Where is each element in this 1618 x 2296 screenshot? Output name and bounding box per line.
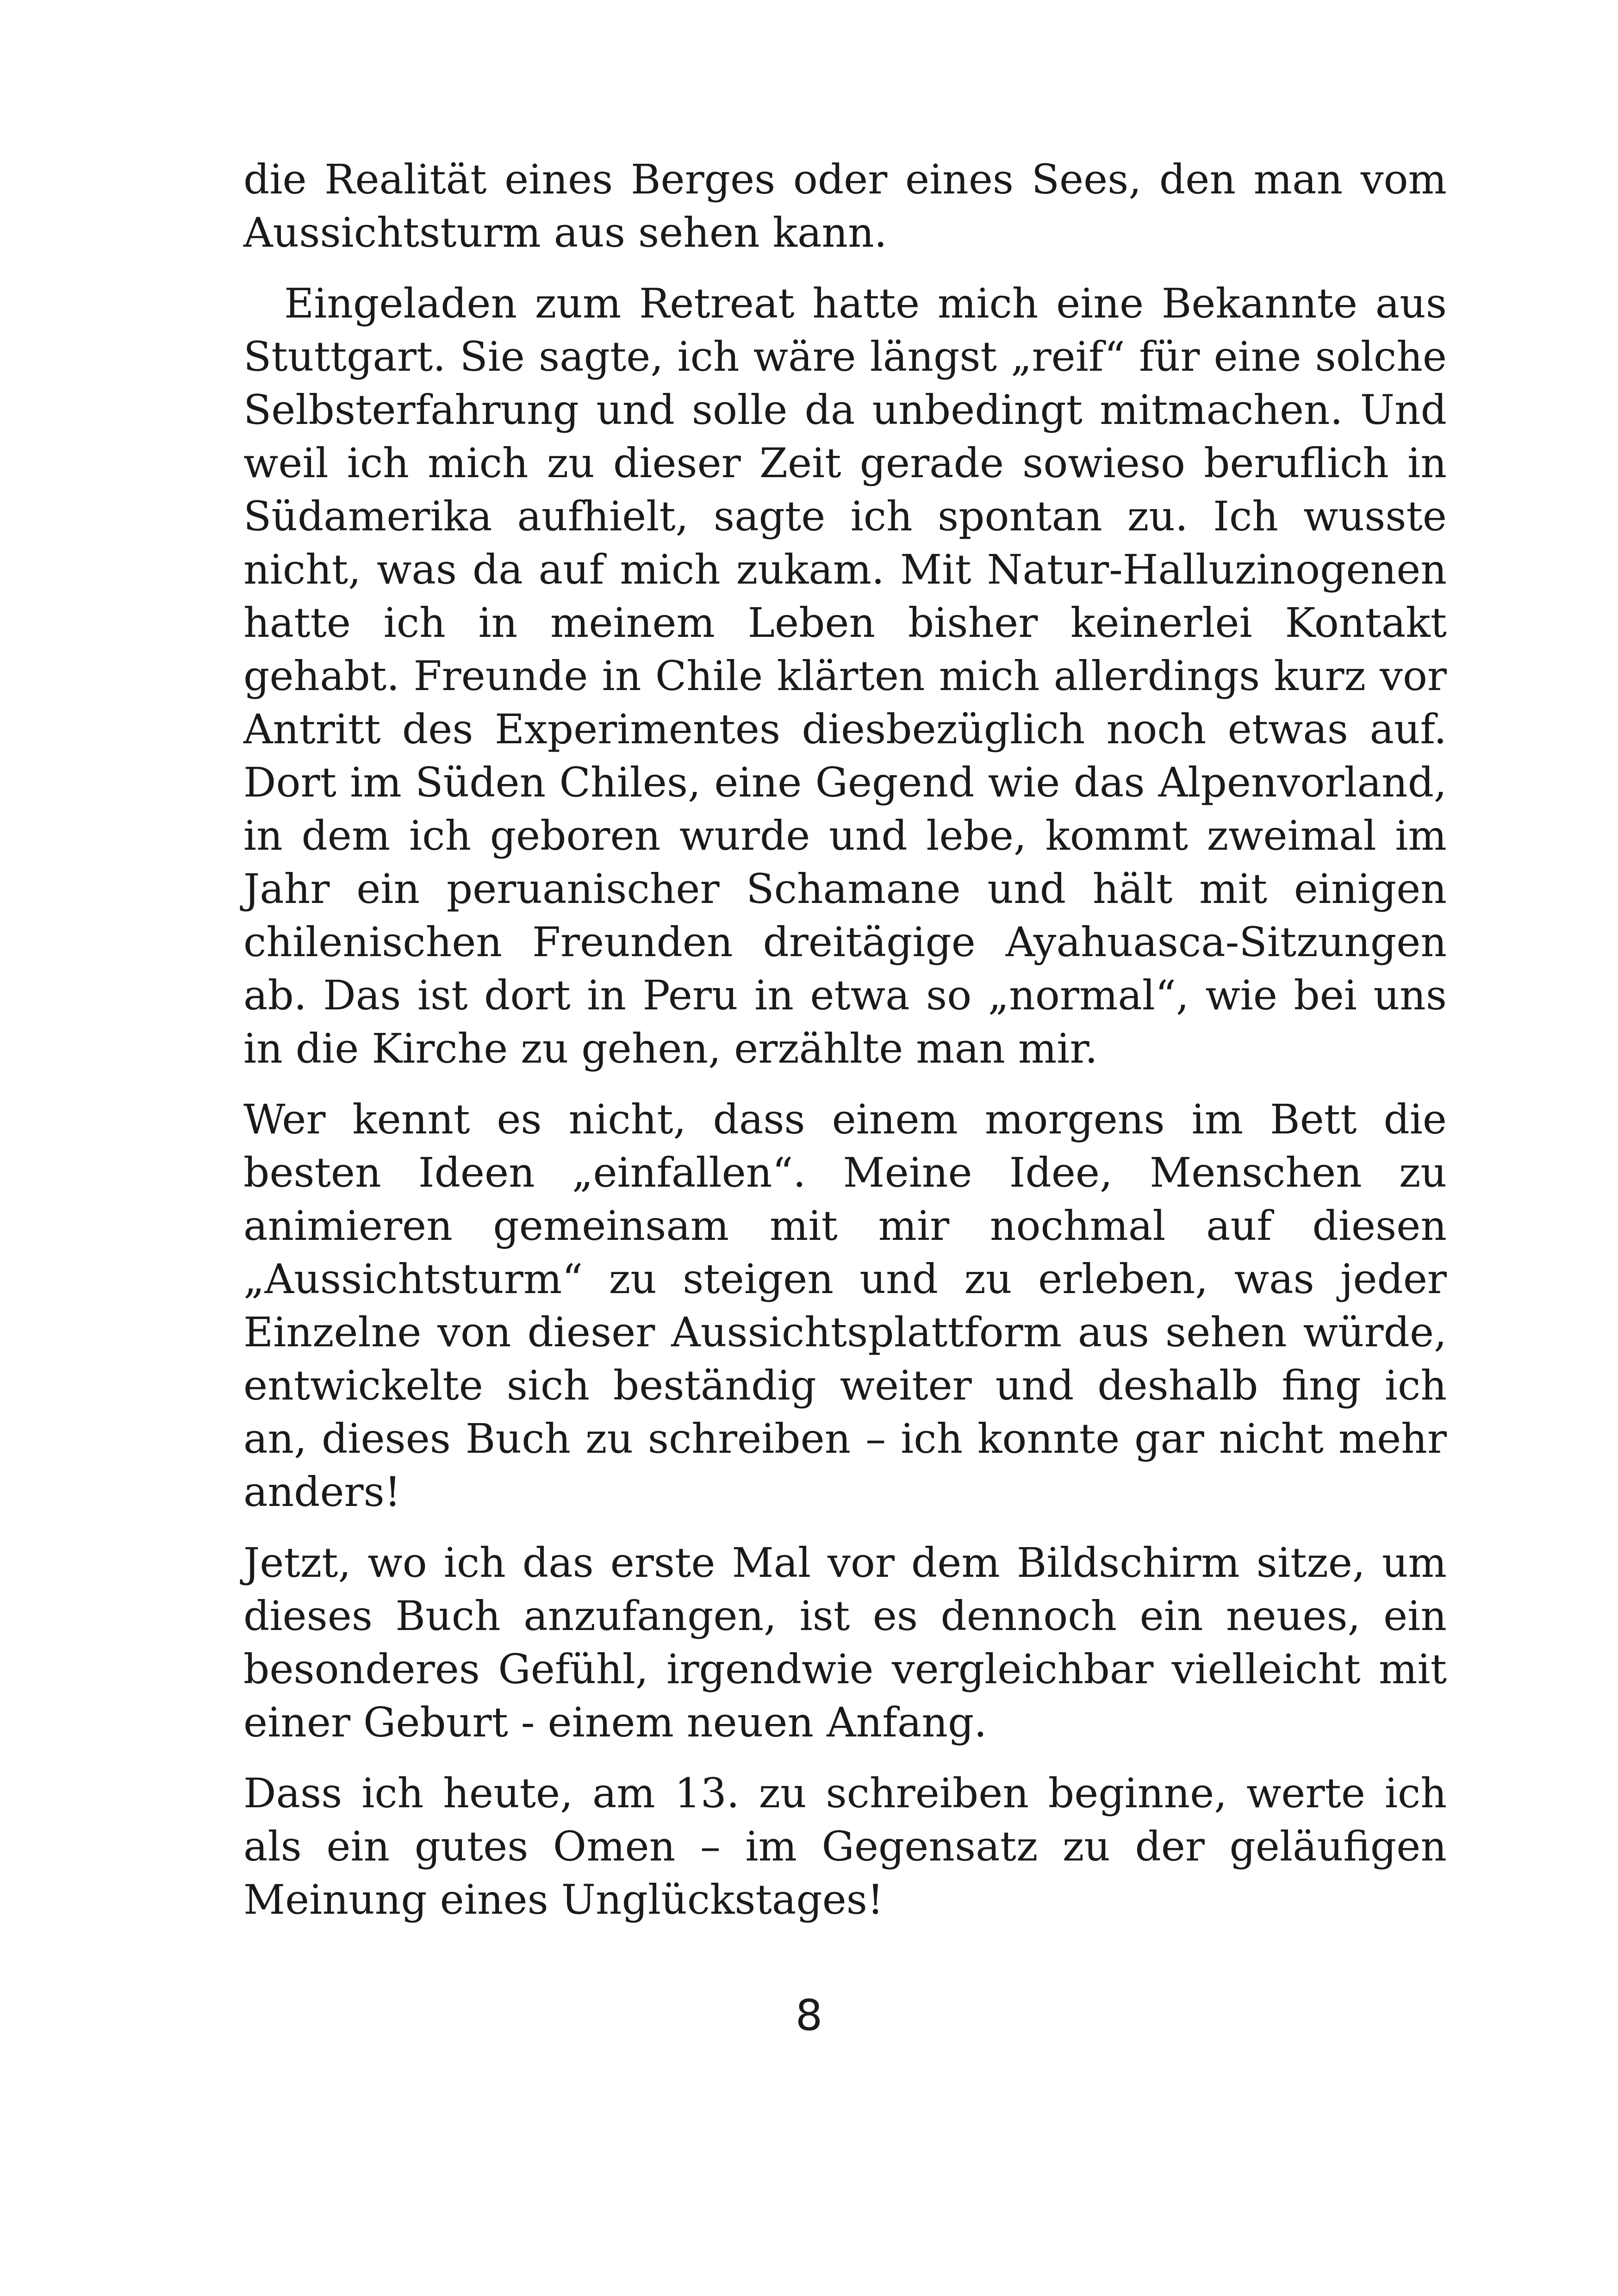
paragraph-retreat-invitation: Eingeladen zum Retreat hatte mich eine Bekannte aus Stuttgart. Sie sagte, ich wäre längst „reif“ für eine solche Selbsterfahrung und solle da unbedingt mitmachen. Und weil ich mich zu dieser Zeit gerade sowieso beruflich in Südamerika aufhielt, sagte ich spontan zu. Ich wusste nicht, was da auf mich zukam. Mit Natur-Halluzinogenen hatte ich in meinem Leben bisher keinerlei Kontakt gehabt. Freunde in Chile klärten mich allerdings kurz vor Antritt des Experimentes diesbezüglich noch etwas auf. Dort im Süden Chiles, eine Gegend wie das Alpenvorland, in dem ich geboren wurde und lebe, kommt zweimal im Jahr ein peruanischer Schamane und hält mit einigen chilenischen Freunden dreitägige Ayahuasca-Sitzungen ab. Das ist dort in Peru in etwa so „normal“, wie bei uns in die Kirche zu gehen, erzählte man mir. xyxy=(243,280,1447,1072)
page-number: 8 xyxy=(795,1991,823,2040)
paragraph-first-time-screen: Jetzt, wo ich das erste Mal vor dem Bildschirm sitze, um dieses Buch anzufangen, ist es dennoch ein neues, ein besonderes Gefühl, irgendwie vergleichbar vielleicht mit einer Geburt - einem neuen Anfang. xyxy=(243,1539,1447,1746)
paragraph-continuation: die Realität eines Berges oder eines Sees, den man vom Aussichtsturm aus sehen kann. xyxy=(243,156,1447,256)
paragraph-morning-ideas: Wer kennt es nicht, dass einem morgens im Bett die besten Ideen „einfallen“. Meine Idee, Menschen zu animieren gemeinsam mit mir nochmal auf diesen „Aussichtsturm“ zu steigen und zu erleben, was jeder Einzelne von dieser Aussichtsplattform aus sehen würde, entwickelte sich beständig weiter und deshalb fing ich an, dieses Buch zu schreiben – ich konnte gar nicht mehr anders! xyxy=(243,1095,1447,1516)
paragraph-thirteenth: Dass ich heute, am 13. zu schreiben beginne, werte ich als ein gutes Omen – im Gegensatz zu der geläufigen Meinung eines Unglückstages! xyxy=(243,1769,1447,1923)
body-text xyxy=(243,153,1447,1944)
